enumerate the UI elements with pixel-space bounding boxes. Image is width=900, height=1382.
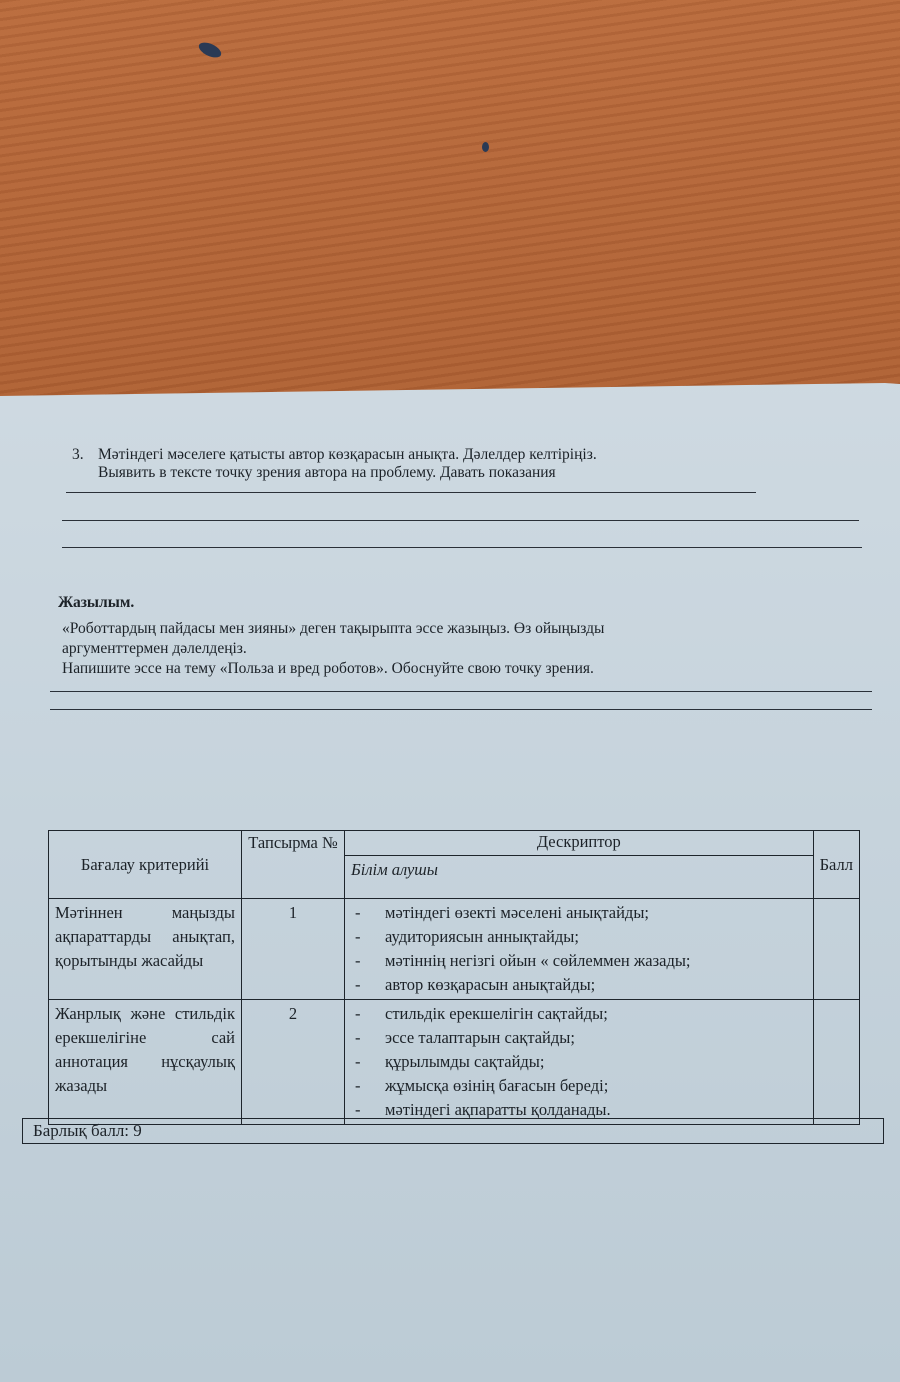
header-student: Білім алушы: [345, 856, 814, 899]
writing-kz-1: «Роботтардың пайдасы мен зияны» деген тақырыпта эссе жазыңыз. Өз ойыңызды: [62, 620, 605, 637]
header-task: Тапсырма №: [242, 831, 345, 899]
descriptor-item: - эссе талаптарын сақтайды;: [351, 1026, 807, 1050]
assessment-table: [48, 830, 860, 1125]
row-criteria: Мәтіннен маңызды ақпараттарды анықтап, қорытынды жасайды: [49, 899, 242, 1000]
row-criteria: Жанрлық және стильдік ерекшелігіне сай аннотация нұсқаулық жазады: [49, 1000, 242, 1125]
descriptor-item: - аудиториясын аннықтайды;: [351, 925, 807, 949]
answer-line: [62, 547, 862, 548]
table-header-row: [49, 831, 860, 856]
writing-kz-2: аргументтермен дәлелдеңіз.: [62, 640, 247, 657]
table-row: [49, 899, 860, 1000]
row-score: [813, 899, 859, 1000]
writing-ru: Напишите эссе на тему «Польза и вред роботов». Обоснуйте свою точку зрения.: [62, 660, 594, 677]
total-score: Барлық балл: 9: [22, 1118, 884, 1144]
row-descriptors: [345, 899, 814, 1000]
descriptor-item: - жұмысқа өзінің бағасын береді;: [351, 1074, 807, 1098]
task-kz: Мәтіндегі мәселеге қатысты автор көзқарасын анықта. Дәлелдер келтіріңіз.: [98, 446, 597, 463]
answer-line: [50, 691, 872, 692]
task-number: 3.: [72, 446, 84, 463]
header-score: Балл: [813, 831, 859, 899]
descriptor-item: - стильдік ерекшелігін сақтайды;: [351, 1002, 807, 1026]
row-descriptors: [345, 1000, 814, 1125]
descriptor-item: - құрылымды сақтайды;: [351, 1050, 807, 1074]
descriptor-item: - мәтіндегі ақпаратты қолданады.: [351, 1098, 807, 1122]
writing-heading: Жазылым.: [58, 594, 135, 611]
desk-mark: [482, 142, 489, 152]
task-ru: Выявить в тексте точку зрения автора на проблему. Давать показания: [98, 464, 556, 481]
descriptor-item: - автор көзқарасын анықтайды;: [351, 973, 807, 997]
row-task: 2: [242, 1000, 345, 1125]
answer-line: [62, 520, 859, 521]
table-row: [49, 1000, 860, 1125]
row-task: 1: [242, 899, 345, 1000]
descriptor-item: - мәтіндегі өзекті мәселені анықтайды;: [351, 901, 807, 925]
header-descriptor: Дескриптор: [345, 831, 814, 856]
descriptor-item: - мәтіннің негізгі ойын « сөйлеммен жазады;: [351, 949, 807, 973]
wooden-desk: [0, 0, 900, 420]
answer-line: [50, 709, 872, 710]
answer-line: [66, 492, 756, 493]
row-score: [813, 1000, 859, 1125]
header-criteria: Бағалау критерийі: [49, 831, 242, 899]
